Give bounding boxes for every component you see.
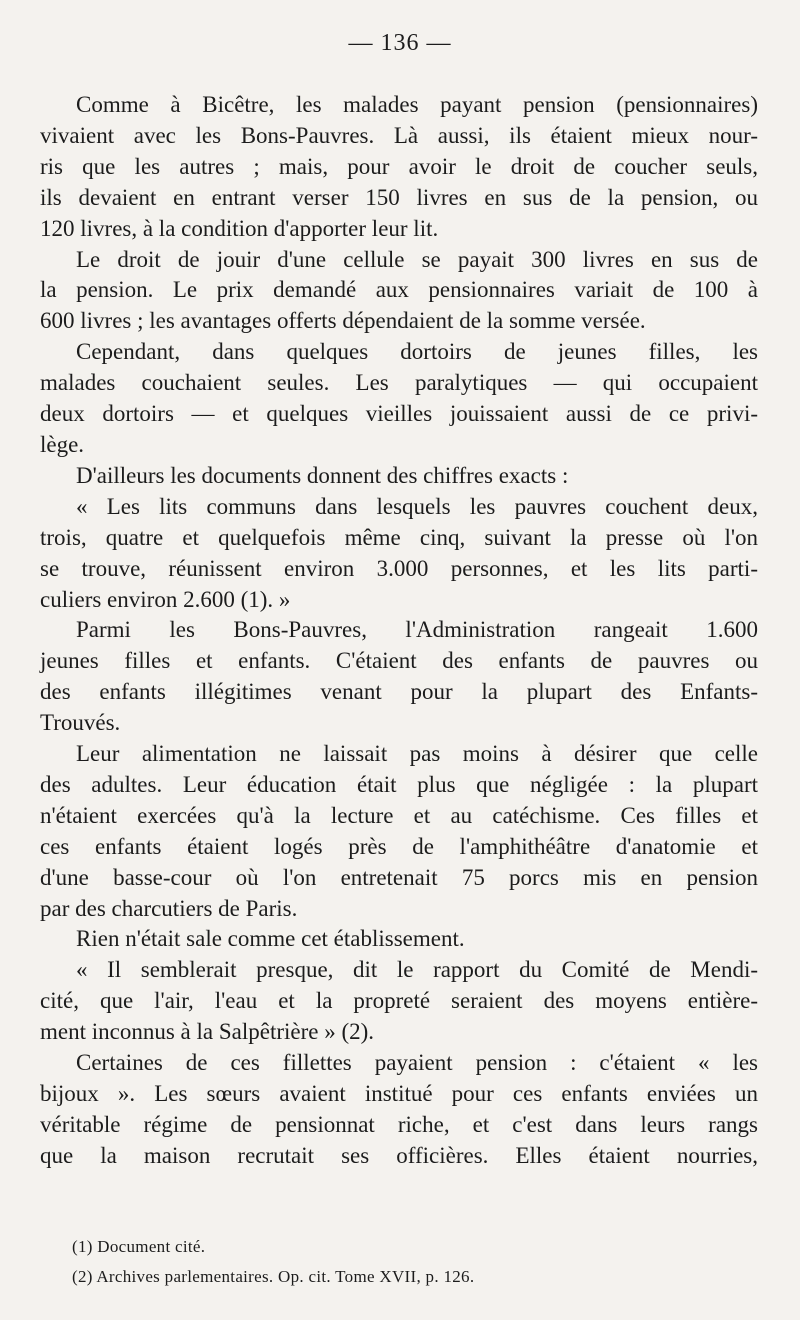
text-line: par des charcutiers de Paris. xyxy=(40,895,298,921)
footnotes xyxy=(72,1232,752,1292)
text-line: que la maison recrutait ses officières. Elles étaient nourries, xyxy=(40,1142,758,1168)
text-line: trois, quatre et quelquefois même cinq, suivant la presse où l'on xyxy=(40,524,758,550)
text-line: 600 livres ; les avantages offerts dépendaient de la somme versée. xyxy=(40,308,646,334)
text-line: vivaient avec les Bons-Pauvres. Là aussi, ils étaient mieux nour- xyxy=(40,122,758,148)
text-line: se trouve, réunissent environ 3.000 personnes, et les lits parti- xyxy=(40,555,758,581)
page-number: — 136 — xyxy=(348,30,452,56)
text-line: malades couchaient seules. Les paralytiques — qui occupaient xyxy=(40,370,758,396)
text-line: Le droit de jouir d'une cellule se payait 300 livres en sus de xyxy=(76,246,758,272)
paragraph xyxy=(40,492,758,616)
text-line: des enfants illégitimes venant pour la plupart des Enfants- xyxy=(40,679,758,705)
text-line: bijoux ». Les sœurs avaient institué pour ces enfants enviées un xyxy=(40,1081,758,1106)
footnote: (2) Archives parlementaires. Op. cit. Tome XVII, p. 126. xyxy=(72,1267,475,1286)
text-line: des adultes. Leur éducation était plus que négligée : la plupart xyxy=(40,771,758,797)
text-line: Trouvés. xyxy=(40,710,121,736)
text-line: Cependant, dans quelques dortoirs de jeunes filles, les xyxy=(76,339,758,365)
paragraph xyxy=(40,924,758,955)
text-line: d'une basse-cour où l'on entretenait 75 porcs mis en pension xyxy=(40,864,758,890)
text-line: culiers environ 2.600 (1). » xyxy=(40,586,291,612)
paragraph xyxy=(40,245,758,338)
text-line: ment inconnus à la Salpêtrière » (2). xyxy=(40,1019,375,1045)
paragraph xyxy=(40,337,758,461)
text-line: cité, que l'air, l'eau et la propreté seraient des moyens entière- xyxy=(40,988,758,1014)
text-line: ris que les autres ; mais, pour avoir le droit de coucher seuls, xyxy=(40,153,758,179)
text-line: lège. xyxy=(40,431,85,457)
text-line: Certaines de ces fillettes payaient pension : c'étaient « les xyxy=(76,1050,758,1076)
text-line: Leur alimentation ne laissait pas moins à désirer que celle xyxy=(76,741,758,767)
paragraph xyxy=(40,615,758,739)
text-line: 120 livres, à la condition d'apporter leur lit. xyxy=(40,215,439,241)
text-line: jeunes filles et enfants. C'étaient des enfants de pauvres ou xyxy=(40,648,758,674)
text-line: Rien n'était sale comme cet établissement. xyxy=(76,926,465,952)
paragraph xyxy=(40,1048,758,1172)
text-line: véritable régime de pensionnat riche, et c'est dans leurs rangs xyxy=(40,1111,758,1137)
body-text xyxy=(40,90,758,1172)
text-line: ces enfants étaient logés près de l'amphithéâtre d'anatomie et xyxy=(40,833,758,859)
paragraph xyxy=(40,739,758,924)
text-line: Parmi les Bons-Pauvres, l'Administration rangeait 1.600 xyxy=(76,617,758,643)
paragraph xyxy=(40,955,758,1048)
footnote: (1) Document cité. xyxy=(72,1237,206,1256)
text-line: Comme à Bicêtre, les malades payant pension (pensionnaires) xyxy=(76,92,758,117)
paragraph xyxy=(40,461,758,492)
text-line: deux dortoirs — et quelques vieilles jouissaient aussi de ce privi- xyxy=(40,401,758,427)
text-line: la pension. Le prix demandé aux pensionnaires variait de 100 à xyxy=(40,277,758,303)
text-line: « Les lits communs dans lesquels les pauvres couchent deux, xyxy=(76,493,758,519)
text-line: D'ailleurs les documents donnent des chiffres exacts : xyxy=(76,462,569,488)
text-line: « Il semblerait presque, dit le rapport du Comité de Mendi- xyxy=(76,957,758,983)
text-line: ils devaient en entrant verser 150 livres en sus de la pension, ou xyxy=(40,184,758,210)
paragraph xyxy=(40,90,758,245)
text-line: n'étaient exercées qu'à la lecture et au catéchisme. Ces filles et xyxy=(40,802,758,828)
